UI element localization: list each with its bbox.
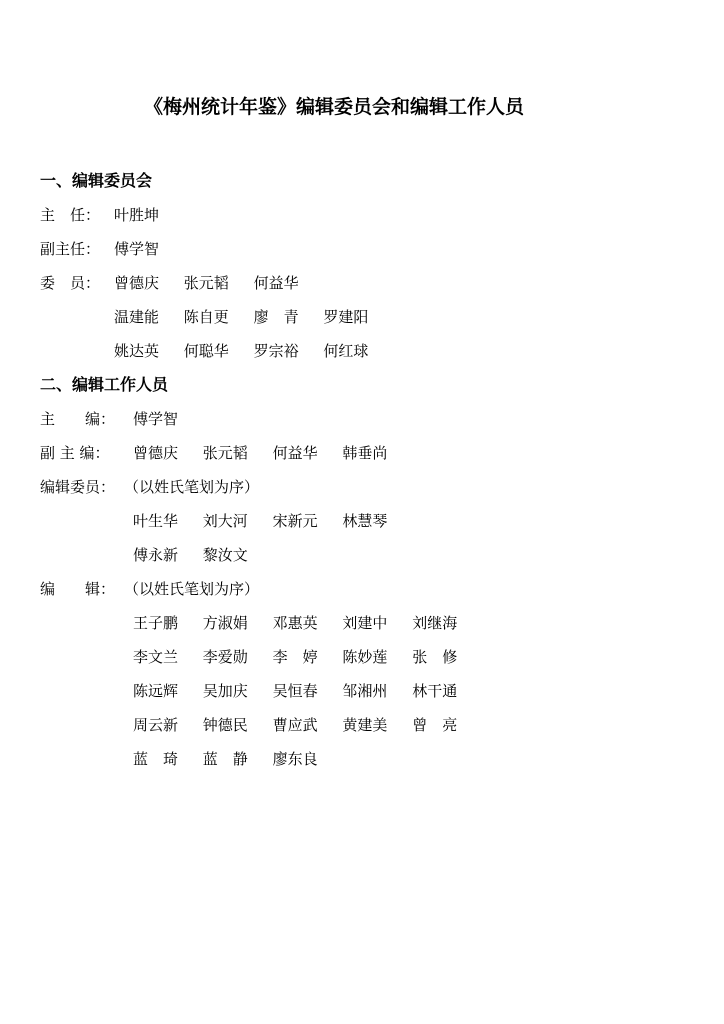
person-name: 傅永新: [133, 546, 179, 564]
name-list: [133, 408, 178, 430]
name-list: [133, 612, 457, 634]
role-label: 副主任：: [40, 240, 101, 258]
name-list: [133, 680, 457, 702]
name-list: [133, 714, 457, 736]
person-name: 陈自更: [183, 308, 229, 326]
staff-row: [0, 442, 724, 464]
person-name: 曾 亮: [412, 716, 458, 734]
person-name: 宋新元: [272, 512, 318, 530]
person-name: 邹湘州: [342, 682, 388, 700]
role-label: 主 任：: [40, 206, 101, 224]
person-name: 何红球: [323, 342, 369, 360]
staff-row: [0, 646, 724, 668]
committee-row: [0, 238, 724, 260]
ordering-note-container: [124, 578, 259, 600]
person-name: 吴加庆: [202, 682, 248, 700]
person-name: 吴恒春: [272, 682, 318, 700]
name-list: [114, 306, 368, 328]
role-label: 委 员：: [40, 274, 101, 292]
staff-row: [0, 544, 724, 566]
person-name: 林干通: [412, 682, 458, 700]
person-name: 韩垂尚: [342, 444, 388, 462]
person-name: 陈妙莲: [342, 648, 388, 666]
person-name: 叶胜坤: [114, 206, 160, 224]
person-name: 李爱勋: [202, 648, 248, 666]
person-name: 曾德庆: [114, 274, 160, 292]
person-name: 李文兰: [133, 648, 179, 666]
person-name: 廖 青: [253, 308, 299, 326]
person-name: 傅学智: [133, 410, 179, 428]
person-name: 邓惠英: [272, 614, 318, 632]
name-list: [133, 510, 387, 532]
ordering-note: （以姓氏笔划为序）: [124, 478, 260, 496]
person-name: 曾德庆: [133, 444, 179, 462]
person-name: 何益华: [272, 444, 318, 462]
person-name: 何聪华: [183, 342, 229, 360]
ordering-note-container: [124, 476, 259, 498]
person-name: 刘建中: [342, 614, 388, 632]
committee-row: [0, 272, 724, 294]
committee-row: [0, 306, 724, 328]
person-name: 叶生华: [133, 512, 179, 530]
person-name: 蓝 琦: [133, 750, 179, 768]
section-heading-editorial-staff: 二、编辑工作人员: [40, 375, 169, 394]
person-name: 方淑娟: [202, 614, 248, 632]
staff-row: [0, 476, 724, 498]
name-list: [114, 238, 159, 260]
person-name: 陈远辉: [133, 682, 179, 700]
staff-row: [0, 612, 724, 634]
person-name: 姚达英: [114, 342, 160, 360]
role-label: 编辑委员：: [40, 478, 116, 496]
page-title: 《梅州统计年鉴》编辑委员会和编辑工作人员: [143, 96, 524, 118]
staff-row: [0, 714, 724, 736]
person-name: 黎汝文: [202, 546, 248, 564]
person-name: 罗建阳: [323, 308, 369, 326]
person-name: 林慧琴: [342, 512, 388, 530]
committee-row: [0, 204, 724, 226]
section-heading-editorial-committee: 一、编辑委员会: [40, 171, 153, 190]
staff-row: [0, 578, 724, 600]
staff-row: [0, 680, 724, 702]
name-list: [133, 442, 387, 464]
person-name: 温建能: [114, 308, 160, 326]
person-name: 廖东良: [272, 750, 318, 768]
role-label: 主 编：: [40, 410, 116, 428]
name-list: [133, 544, 248, 566]
person-name: 张元韬: [183, 274, 229, 292]
staff-row: [0, 510, 724, 532]
staff-row: [0, 408, 724, 430]
person-name: 蓝 静: [202, 750, 248, 768]
role-label: 副 主 编：: [40, 444, 110, 462]
name-list: [114, 204, 159, 226]
person-name: 张 修: [412, 648, 458, 666]
name-list: [114, 272, 299, 294]
ordering-note: （以姓氏笔划为序）: [124, 580, 260, 598]
person-name: 刘继海: [412, 614, 458, 632]
person-name: 罗宗裕: [253, 342, 299, 360]
person-name: 李 婷: [272, 648, 318, 666]
person-name: 黄建美: [342, 716, 388, 734]
person-name: 何益华: [253, 274, 299, 292]
name-list: [114, 340, 368, 362]
person-name: 王子鹏: [133, 614, 179, 632]
committee-row: [0, 340, 724, 362]
name-list: [133, 646, 457, 668]
person-name: 曹应武: [272, 716, 318, 734]
role-label: 编 辑：: [40, 580, 116, 598]
name-list: [133, 748, 318, 770]
person-name: 傅学智: [114, 240, 160, 258]
person-name: 钟德民: [202, 716, 248, 734]
person-name: 周云新: [133, 716, 179, 734]
person-name: 张元韬: [202, 444, 248, 462]
person-name: 刘大河: [202, 512, 248, 530]
staff-row: [0, 748, 724, 770]
